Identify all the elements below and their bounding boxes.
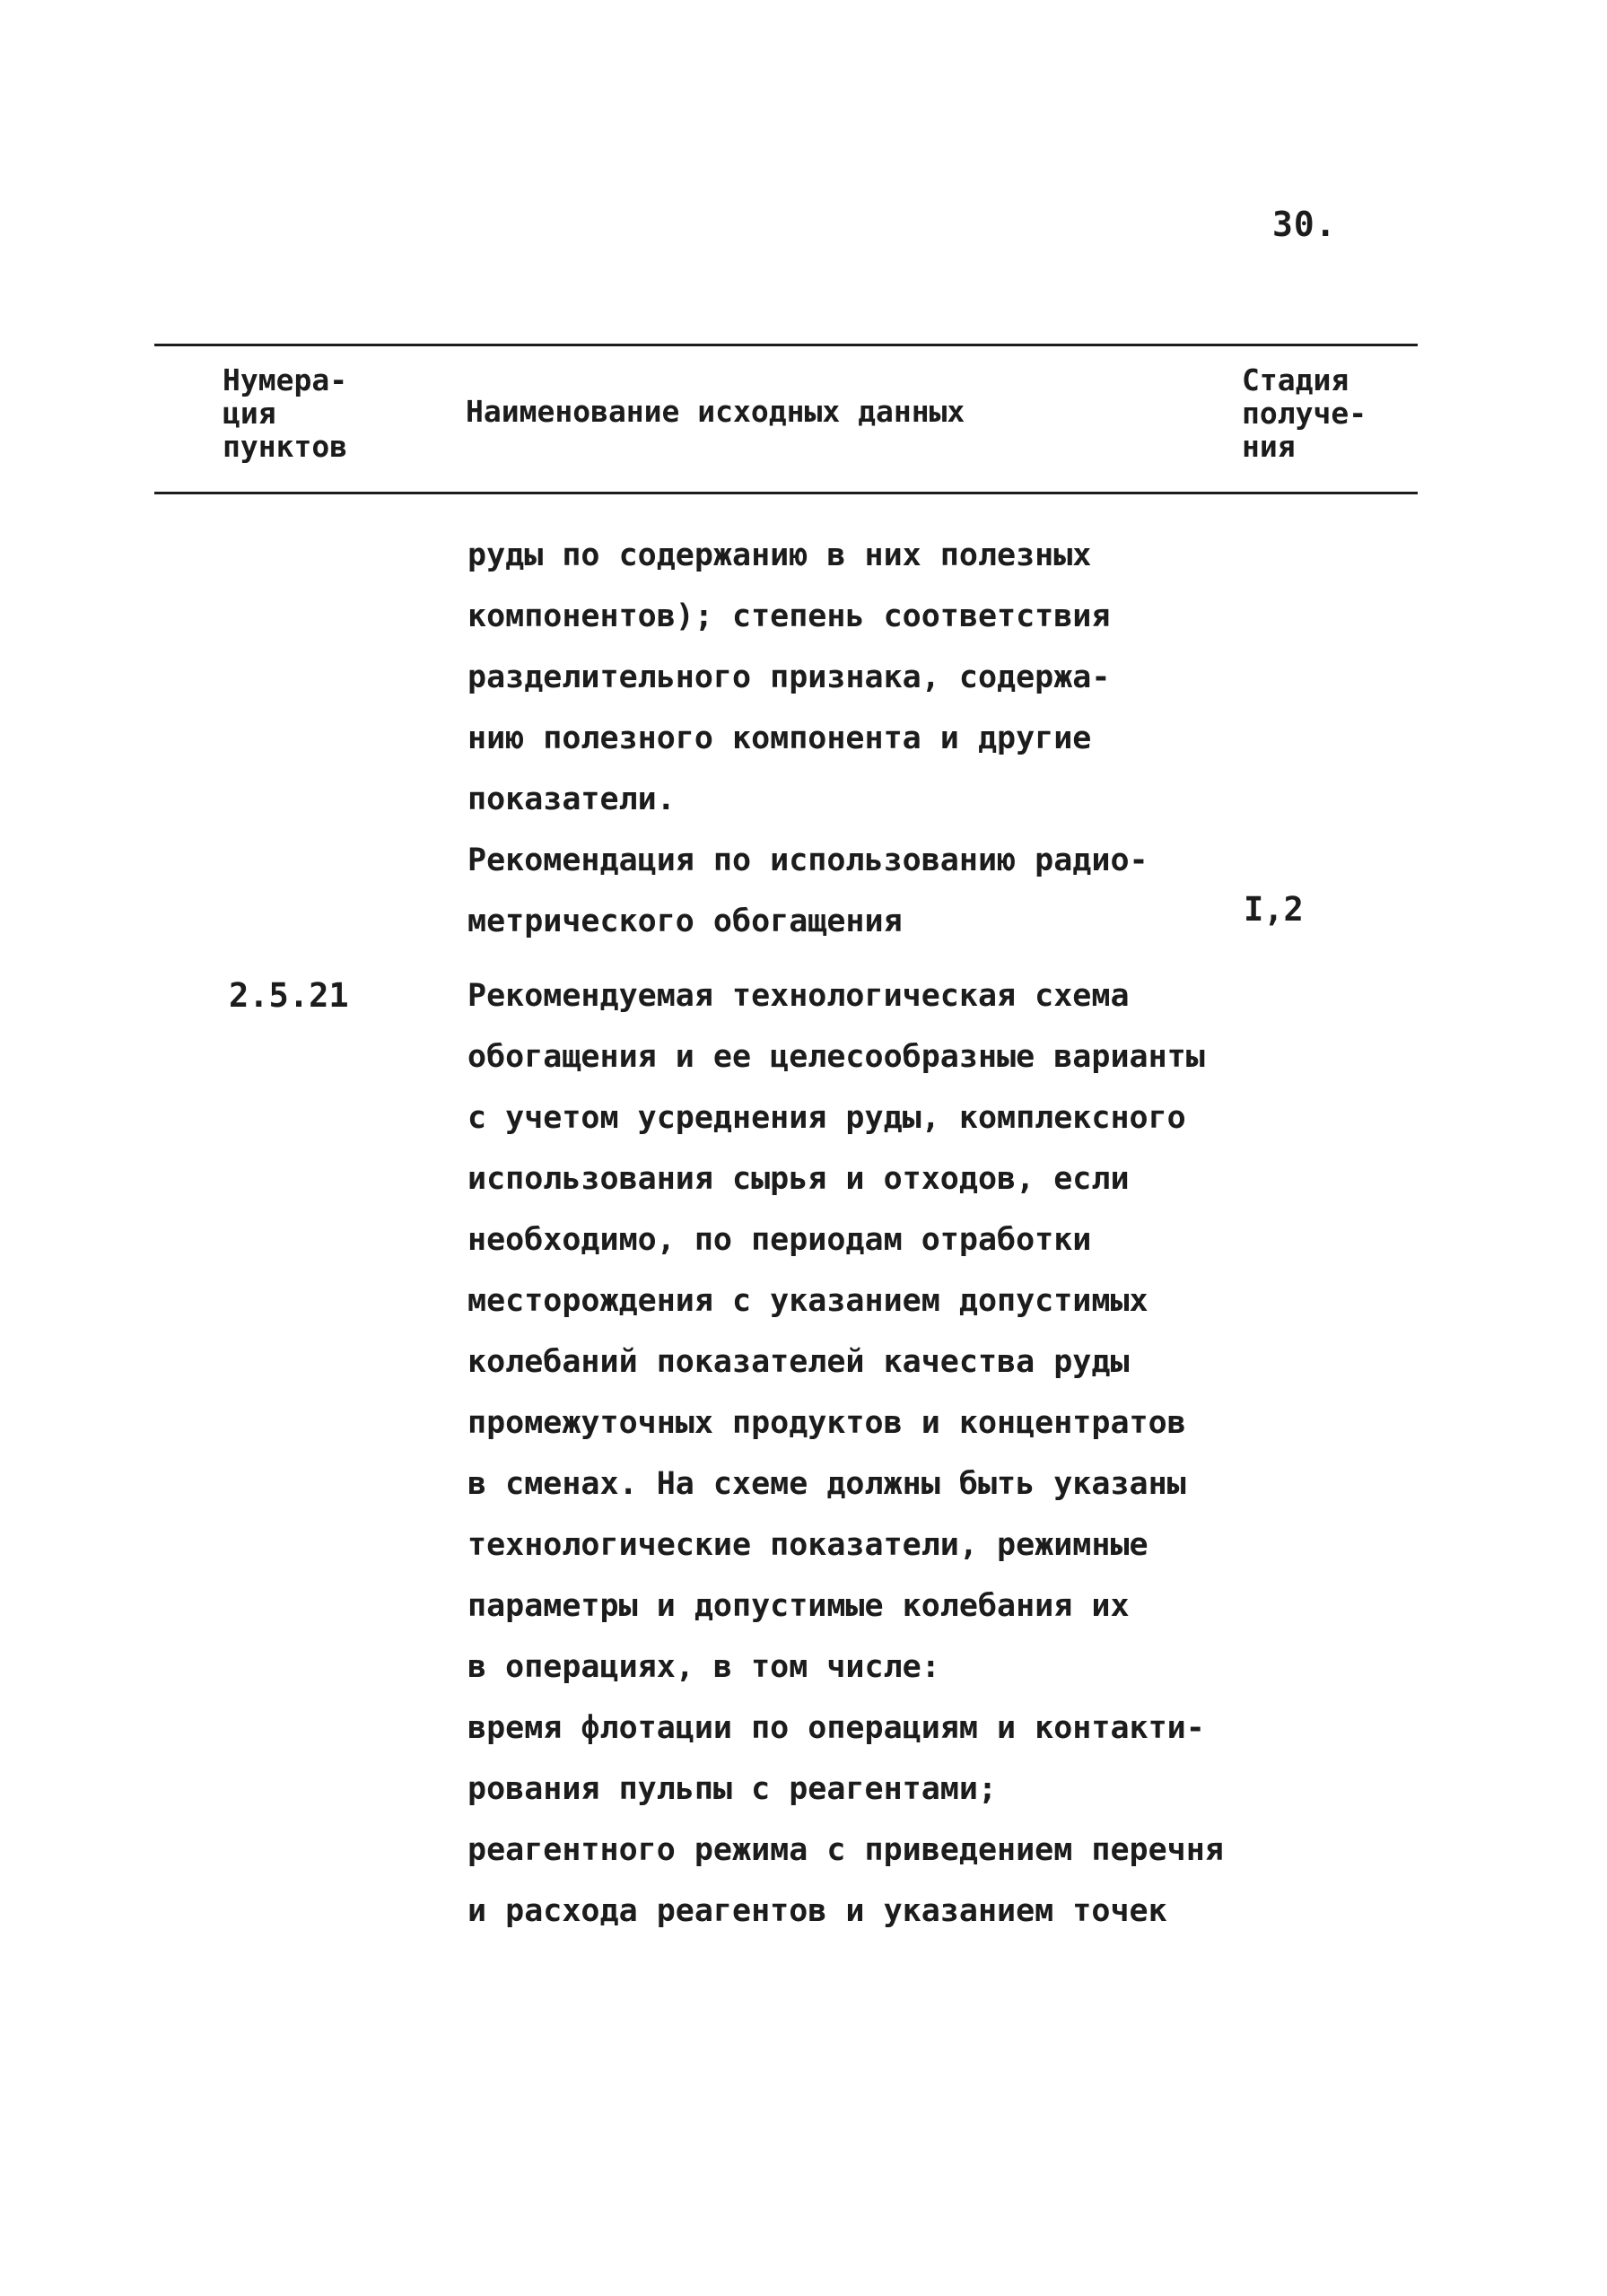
text-line: компонентов); степень соответствия [467, 598, 1111, 634]
text-line: промежуточных продуктов и концентратов [467, 1405, 1186, 1441]
text-line: параметры и допустимые колебания их [467, 1588, 1130, 1624]
header-stage-line: получе- [1242, 396, 1367, 431]
header-name-column: Наименование исходных данных [466, 394, 965, 429]
text-line: разделительного признака, содержа- [467, 659, 1111, 695]
text-line: необходимо, по периодам отработки [467, 1222, 1092, 1258]
row-continuation-text [467, 525, 1148, 952]
text-line: метрического обогащения [467, 904, 903, 939]
text-line: руды по содержанию в них полезных [467, 537, 1092, 573]
text-line: месторождения с указанием допустимых [467, 1283, 1148, 1319]
header-numbering-line: пунктов [223, 429, 348, 464]
text-line: и расхода реагентов и указанием точек [467, 1893, 1167, 1929]
row-item-text [467, 965, 1224, 1942]
header-numbering-column [223, 363, 347, 463]
table-header-bottom-rule [154, 492, 1418, 494]
text-line: в операциях, в том числе: [467, 1649, 940, 1685]
row-item-number: 2.5.21 [229, 976, 349, 1015]
text-line: показатели. [467, 781, 676, 817]
header-numbering-line: Нумера- [223, 362, 348, 397]
header-stage-column [1242, 363, 1367, 463]
text-line: обогащения и ее целесообразные варианты [467, 1039, 1205, 1075]
header-stage-line: Стадия [1242, 362, 1349, 397]
text-line: время флотации по операциям и контакти- [467, 1710, 1205, 1746]
text-line: нию полезного компонента и другие [467, 720, 1092, 756]
text-line: использования сырья и отходов, если [467, 1161, 1130, 1197]
text-line: Рекомендация по использованию радио- [467, 842, 1148, 878]
text-line: технологические показатели, режимные [467, 1527, 1148, 1563]
text-line: с учетом усреднения руды, комплексного [467, 1100, 1186, 1136]
text-line: Рекомендуемая технологическая схема [467, 978, 1130, 1014]
text-line: реагентного режима с приведением перечня [467, 1832, 1224, 1868]
text-line: в сменах. На схеме должны быть указаны [467, 1466, 1186, 1502]
row-stage-value: I,2 [1244, 890, 1304, 929]
header-numbering-line: ция [223, 396, 276, 431]
table-header-top-rule [154, 344, 1418, 346]
page-number: 30. [1272, 205, 1337, 244]
header-stage-line: ния [1242, 429, 1296, 464]
text-line: колебаний показателей качества руды [467, 1344, 1130, 1380]
text-line: рования пульпы с реагентами; [467, 1771, 998, 1807]
